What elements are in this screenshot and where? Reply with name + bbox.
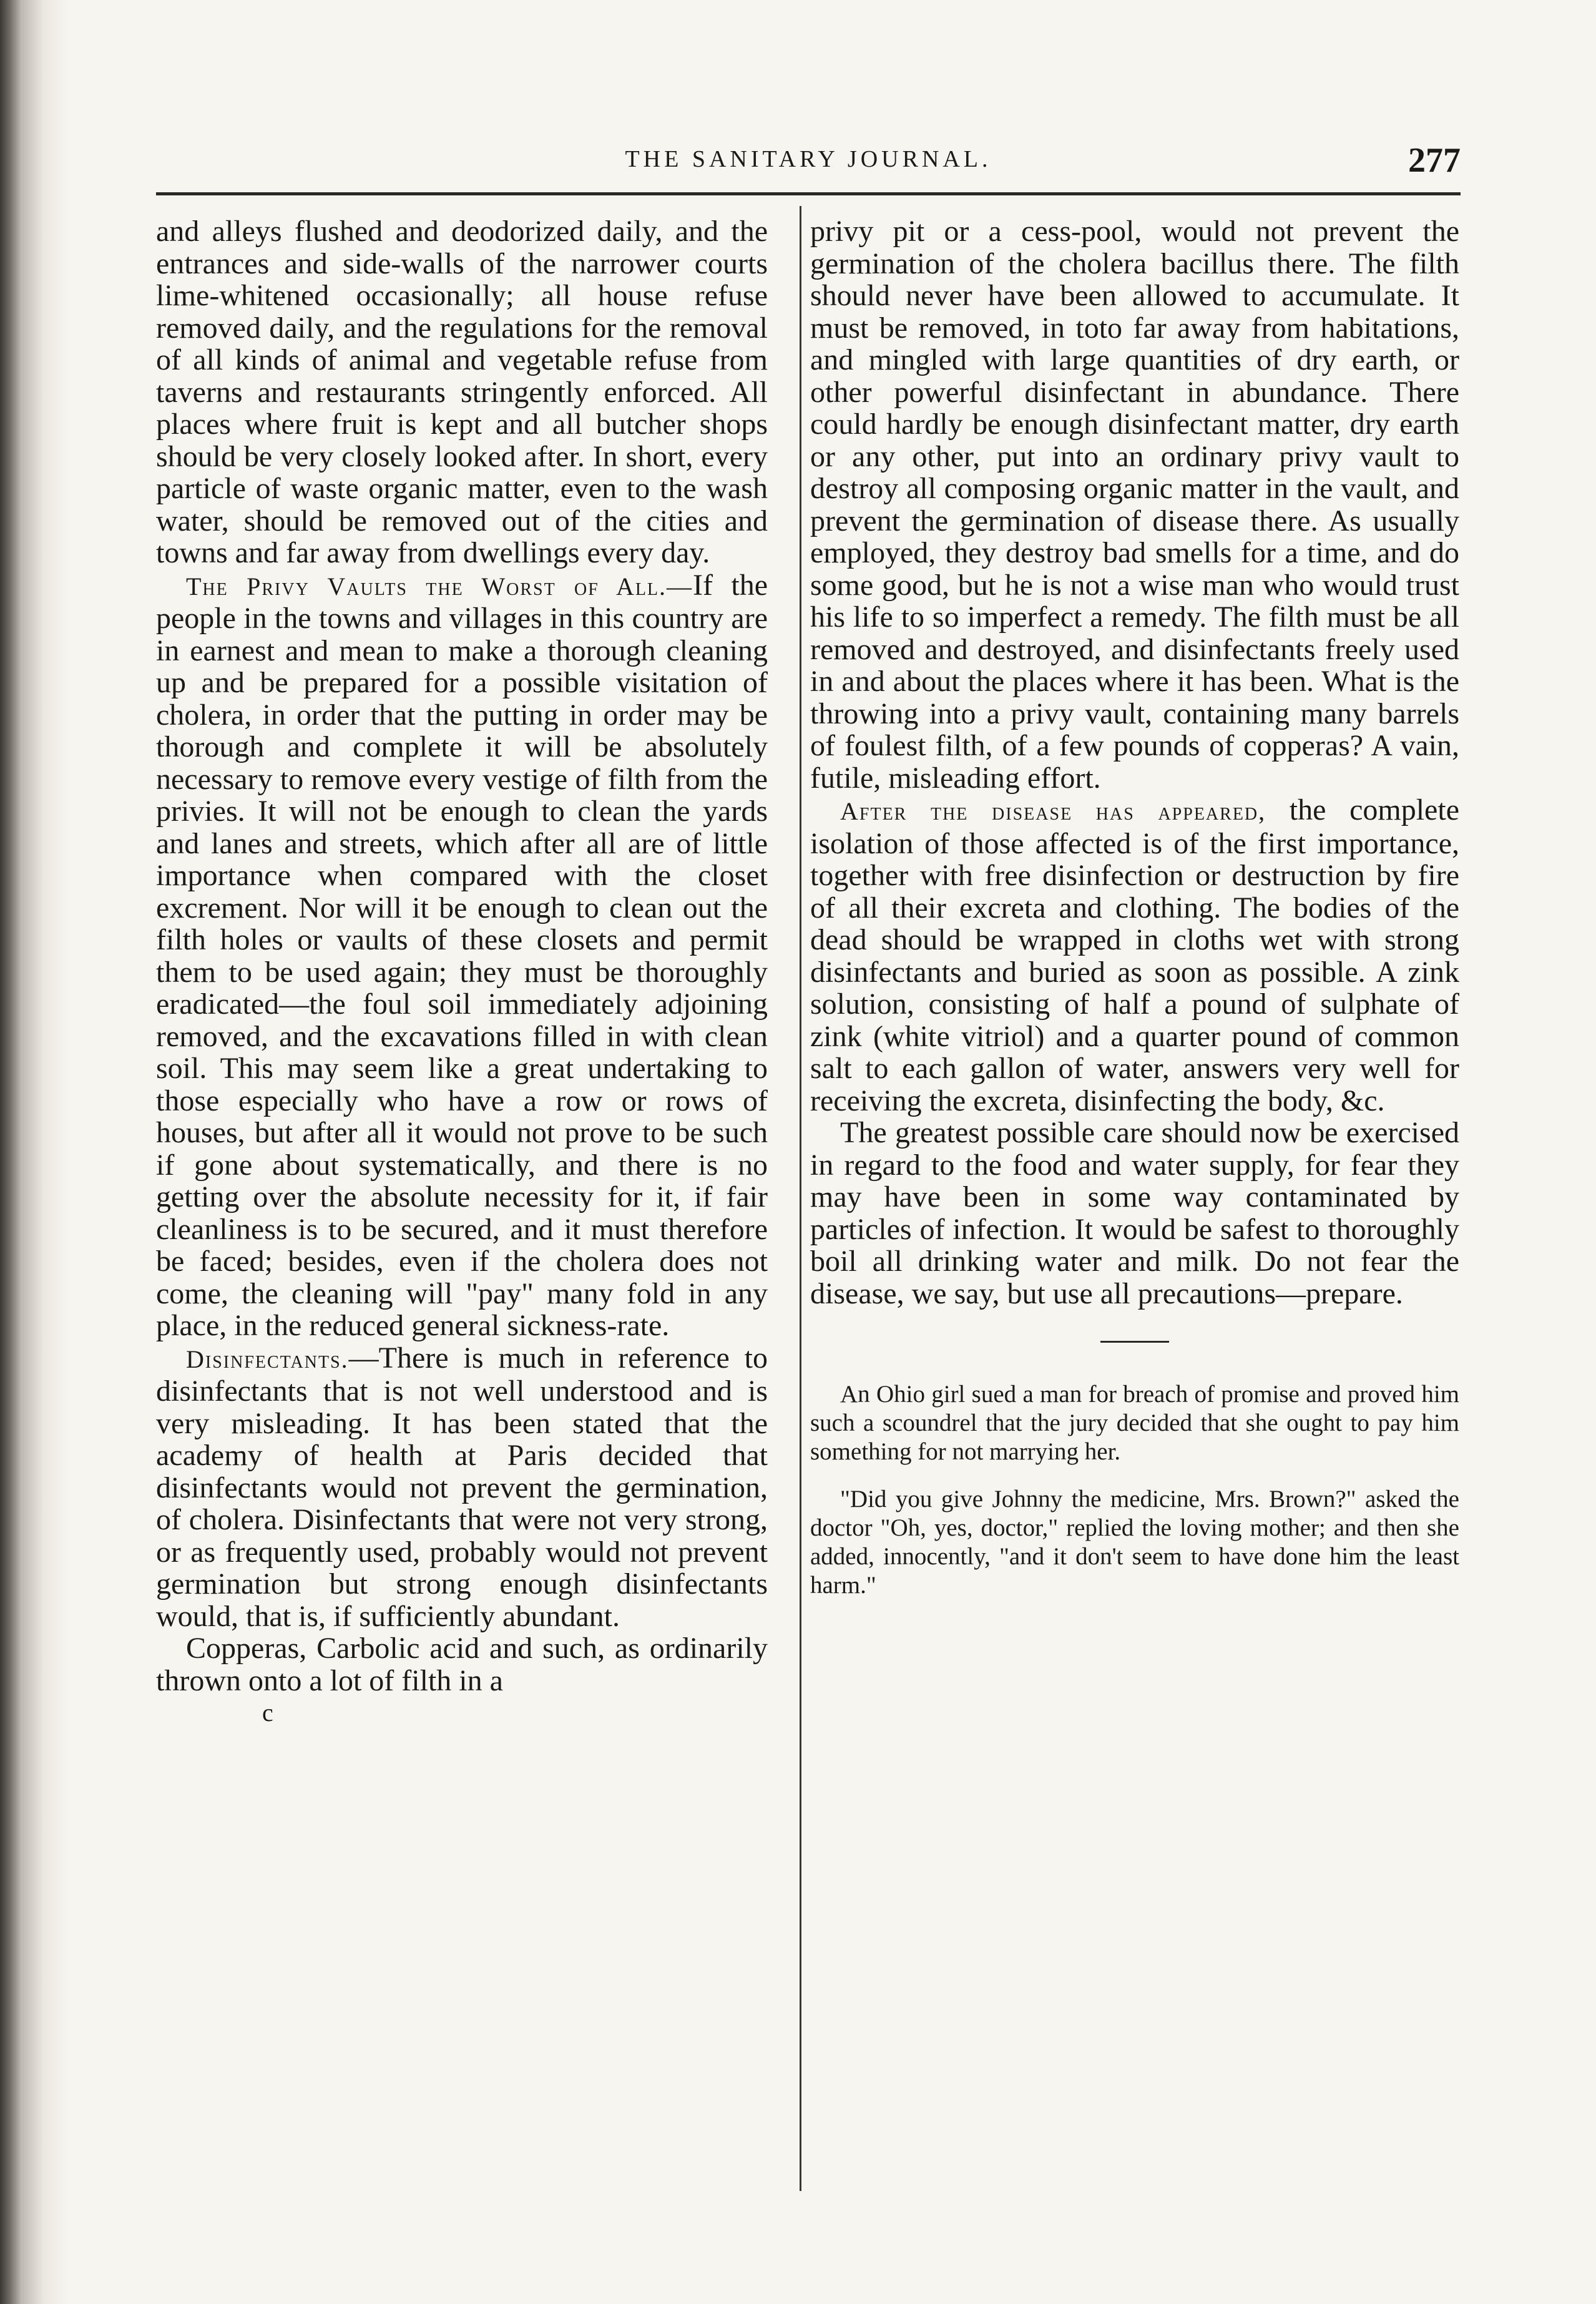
paragraph-street-cleaning: and alleys flushed and deodorized daily, and the entrances and side-walls of the narrower courts lime-whitened occasionally; all house refuse removed daily, and the regulations for the removal of all kinds of animal and vegetable refuse from taverns and restaurants stringently enforced. All places where fruit is kept and all butcher shops should be very closely looked after. In short, every particle of waste organic matter, even to the wash water, should be removed out of the cities and towns and far away from dwellings every day. (156, 215, 768, 569)
miscellany-ohio-girl: An Ohio girl sued a man for breach of promise and proved him such a scoundrel that the jury decided that she ought to pay him something for not marrying her. (810, 1381, 1459, 1465)
section-heading-disinfectants: Disinfectants. (186, 1345, 349, 1373)
paragraph-disinfectants-body: —There is much in reference to disinfectants that is not well understood and is very misleading. It has been stated that the academy of health at Paris decided that disinfectants would not prevent the germination, of cholera. Disinfectants that were not very strong, or as frequently used, probably would not prevent germination but strong enough disinfectants would, that is, if sufficiently abundant. (156, 1341, 768, 1633)
paragraph-disinfectants (156, 1342, 768, 1633)
paragraph-privy-vaults-body: If the people in the towns and villages in this country are in earnest and mean to make a thorough cleaning up and be prepared for a possible visitation of cholera, in order that the putting in order may be thorough and complete it will be absolutely necessary to remove every vestige of filth from the privies. It will not be enough to clean the yards and lanes and streets, which after all are of little importance when compared with the closet excrement. Nor will it be enough to clean out the filth holes or vaults of these closets and permit them to be used again; they must be thoroughly eradicated—the foul soil immediately adjoining removed, and the excavations filled in with clean soil. This may seem like a great undertaking to those especially who have a row or rows of houses, but after all it would not prove to be such if gone about systematically, and there is no getting over the absolute necessity for it, if fair cleanliness is to be secured, and it must therefore be faced; besides, even if the cholera does not come, the cleaning will "pay" many fold in any place, in the reduced general sickness-rate. (156, 568, 768, 1342)
page-header (156, 140, 1461, 184)
right-column (810, 215, 1459, 1619)
paragraph-after-disease (810, 794, 1459, 1117)
running-title: THE SANITARY JOURNAL. (625, 146, 992, 172)
section-heading-privy-vaults: The Privy Vaults the Worst of All.— (186, 572, 693, 601)
page-number: 277 (1408, 141, 1461, 180)
header-rule (156, 192, 1461, 195)
paragraph-privy-pit: privy pit or a cess-pool, would not prevent the germination of the cholera bacillus there. The filth should never have been allowed to accumulate. It must be removed, in toto far away from habitations, and mingled with large quantities of dry earth, or other powerful disinfectant in abundance. There could hardly be enough disinfectant matter, dry earth or any other, put into an ordinary privy vault to destroy all composing organic matter in the vault, and prevent the germination of disease there. As usually employed, they destroy bad smells for a time, and do some good, but he is not a wise man who would trust his life to so imperfect a remedy. The filth must be all removed and destroyed, and disinfectants freely used in and about the places where it has been. What is the throwing into a privy vault, containing many barrels of foulest filth, of a few pounds of copperas? A vain, futile, misleading effort. (810, 215, 1459, 795)
paragraph-copperas: Copperas, Carbolic acid and such, as ordinarily thrown onto a lot of filth in a (156, 1632, 768, 1697)
miscellany-items (810, 1380, 1459, 1600)
page-spine-shadow (0, 0, 69, 2304)
miscellany-johnny-medicine: "Did you give Johnny the medicine, Mrs. Brown?" asked the doctor "Oh, yes, doctor," replied the loving mother; and then she added, innocently, "and it don't seem to have done him the least harm." (810, 1486, 1459, 1599)
left-column (156, 215, 768, 1729)
paragraph-food-water: The greatest possible care should now be exercised in regard to the food and water supply, for fear they may have been in some way contaminated by particles of infection. It would be safest to thoroughly boil all drinking water and milk. Do not fear the disease, we say, but use all precautions—prepare. (810, 1116, 1459, 1310)
column-divider (800, 206, 801, 2191)
section-heading-after-disease: After the disease has appeared, (840, 797, 1266, 825)
paragraph-after-disease-body: the complete isolation of those affected is of the first importance, together with free disinfection or destruction by fire of all their excreta and clothing. The bodies of the dead should be wrapped in cloths wet with strong disinfectants and buried as soon as possible. A zink solution, consisting of half a pound of sulphate of zink (white vitriol) and a quarter pound of common salt to each gallon of water, answers very well for receiving the excreta, disinfecting the body, &c. (810, 793, 1459, 1117)
stray-mark: c (262, 1699, 273, 1727)
paragraph-privy-vaults (156, 569, 768, 1342)
section-separator-rule (1100, 1341, 1169, 1343)
